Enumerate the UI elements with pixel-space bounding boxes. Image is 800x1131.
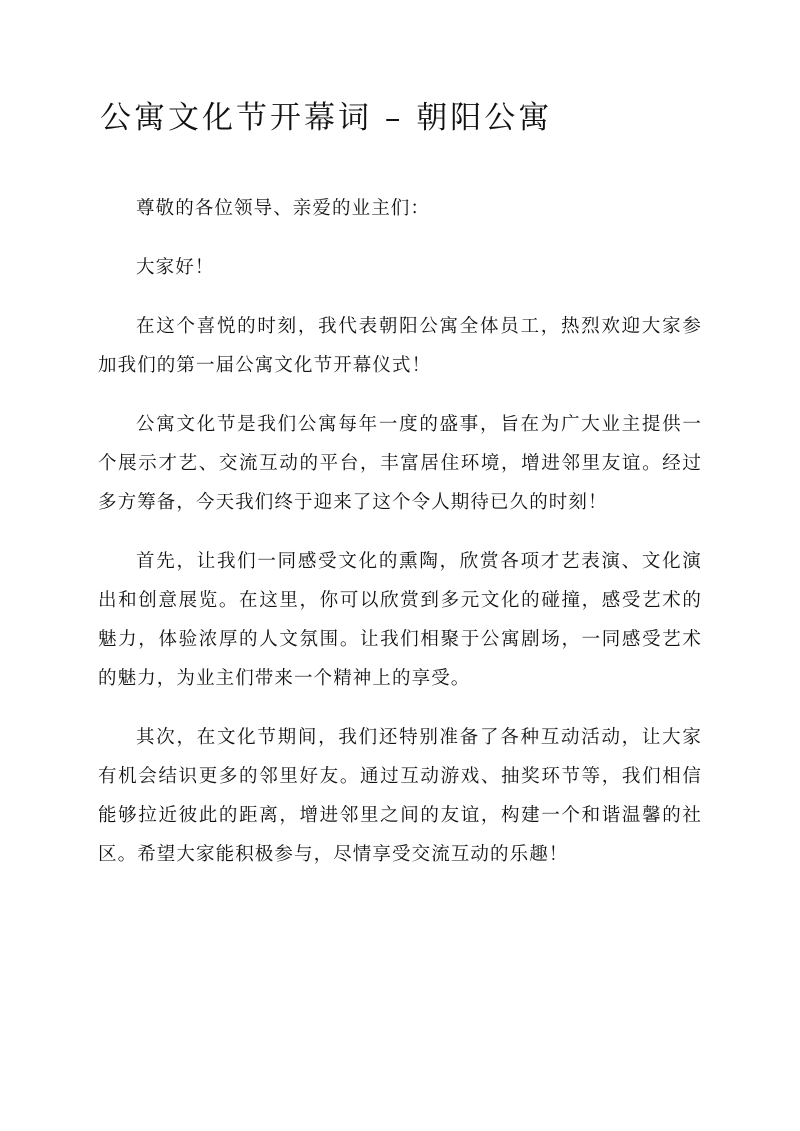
document-body <box>98 189 702 894</box>
welcome-paragraph: 在这个喜悦的时刻，我代表朝阳公寓全体员工，热烈欢迎大家参加我们的第一届公寓文化节开幕仪式！ <box>98 316 702 376</box>
document-title: 公寓文化节开幕词 – 朝阳公寓 <box>100 100 553 136</box>
salutation-paragraph: 尊敬的各位领导、亲爱的业主们： <box>136 198 431 219</box>
festival-intro-paragraph: 公寓文化节是我们公寓每年一度的盛事，旨在为广大业主提供一个展示才艺、交流互动的平台，丰富居住环境，增进邻里友谊。经过多方筹备，今天我们终于迎来了这个令人期待已久的时刻！ <box>98 414 702 513</box>
culture-paragraph: 首先，让我们一同感受文化的熏陶，欣赏各项才艺表演、文化演出和创意展览。在这里，你可以欣赏到多元文化的碰撞，感受艺术的魅力，体验浓厚的人文氛围。让我们相聚于公寓剧场，一同感受艺术的魅力，为业主们带来一个精神上的享受。 <box>98 551 702 689</box>
activities-paragraph: 其次，在文化节期间，我们还特别准备了各种互动活动，让大家有机会结识更多的邻里好友。通过互动游戏、抽奖环节等，我们相信能够拉近彼此的距离，增进邻里之间的友谊，构建一个和谐温馨的社区。希望大家能积极参与，尽情享受交流互动的乐趣！ <box>98 727 702 865</box>
greeting-paragraph: 大家好！ <box>136 257 215 278</box>
